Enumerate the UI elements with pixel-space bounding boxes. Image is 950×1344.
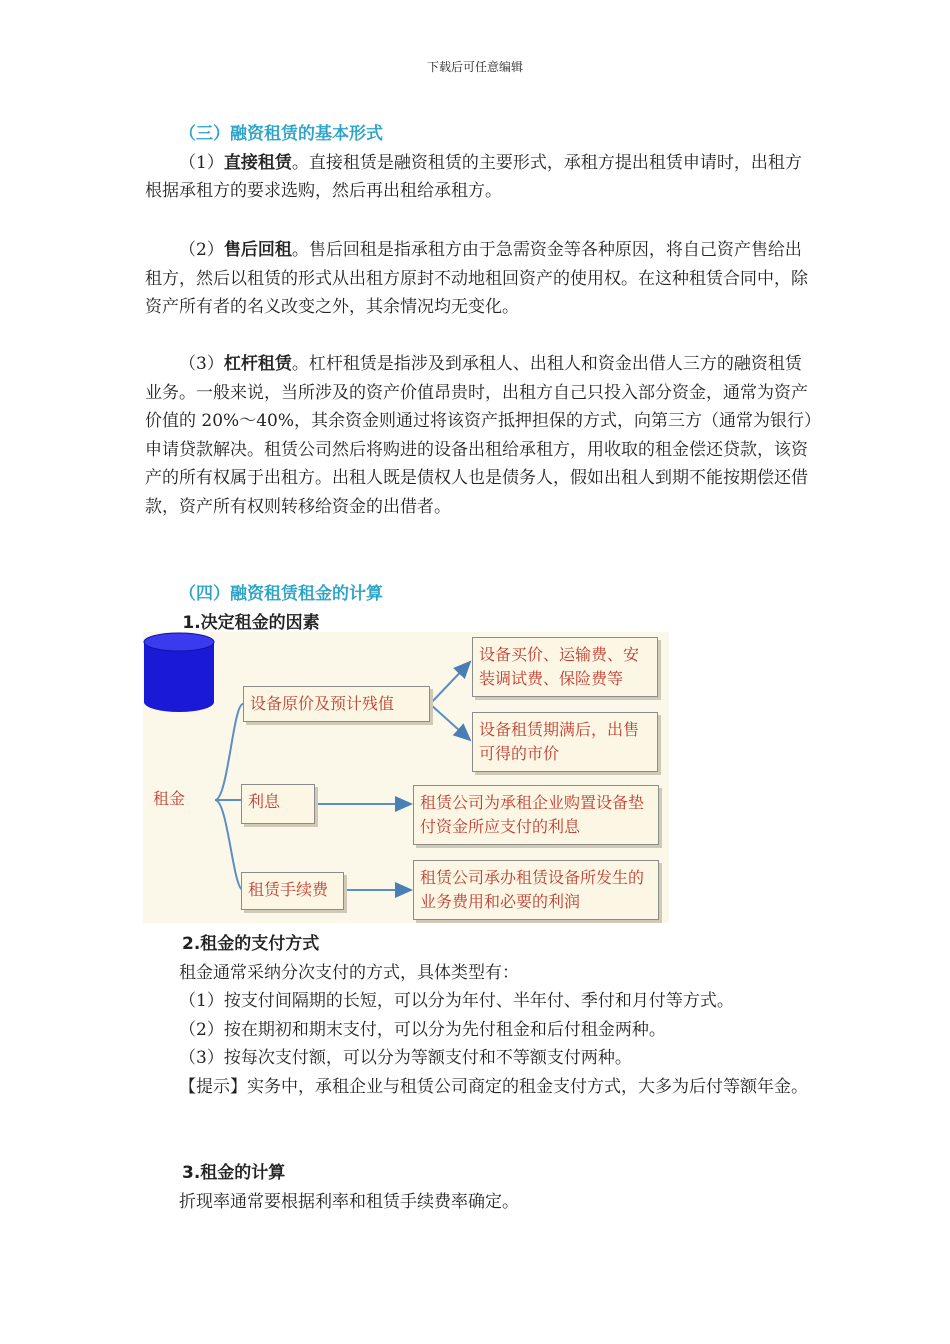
item-term: 售后回租 (223, 240, 292, 260)
factor-box-fee: 租赁手续费 (241, 872, 344, 910)
rent-factors-diagram (143, 632, 669, 923)
page-header: 下载后可任意编辑 (426, 60, 523, 74)
item-direct-lease (145, 149, 815, 206)
item-sale-leaseback (145, 236, 815, 322)
root-label: 租金 (153, 789, 186, 808)
item-text: 。杠杆租赁是指涉及到承租人、出租人和资金出借人三方的融资租赁业务。一般来说，当所涉及的资产价值昂贵时，出租方自己只投入部分资金，通常为资产价值的 20%～40%，其余资金则通过将该资产抵押担保的方式，向第三方（通常为银行）申请贷款解决。租赁公司然后将购进的设备出租给承租方，用收取的租金偿还贷款，该资产的所有权属于出租方。出租人既是债权人也是债务人，假如出租人到期不能按期偿还借款，资产所有权则转移给资金的出借者。 (145, 354, 813, 517)
item-term: 杠杆租赁 (223, 354, 292, 374)
detail-box-interest: 租赁公司为承租企业购置设备垫付资金所应支付的利息 (413, 785, 659, 845)
sub-heading-factors: 1.决定租金的因素 (182, 612, 320, 633)
arrow-to-detail1a (430, 662, 470, 704)
item-term: 直接租赁 (223, 152, 292, 173)
section-3-title: （三）融资租赁的基本形式 (179, 124, 383, 144)
section-3 (145, 120, 815, 206)
payment-item-2: （2）按在期初和期末支付，可以分为先付租金和后付租金两种。 (179, 1019, 666, 1040)
detail-box-purchase-costs: 设备买价、运输费、安装调试费、保险费等 (472, 637, 658, 697)
item-text: 。直接租赁是融资租赁的主要形式，承租方提出租赁申请时，出租方根据承租方的要求选购，然后再出租给承租方。 (145, 152, 802, 201)
item-prefix: （3） (179, 354, 224, 374)
database-cylinder-icon (143, 632, 215, 714)
arrow-to-detail1b (430, 704, 470, 740)
factor-box-original-value: 设备原价及预计残值 (243, 686, 430, 722)
sub-heading-payment: 2.租金的支付方式 (182, 934, 320, 954)
section-calculation (145, 1159, 815, 1216)
connector-root-factor3 (215, 800, 243, 890)
item-prefix: （1） (179, 152, 224, 173)
detail-box-fee: 租赁公司承办租赁设备所发生的业务费用和必要的利润 (413, 860, 659, 920)
connector-root-factor1 (215, 704, 243, 800)
section-payment (145, 930, 815, 1101)
item-text: 。售后回租是指承租方由于急需资金等各种原因，将自己资产售给出租方，然后以租赁的形式从出租方原封不动地租回资产的使用权。在这种租赁合同中，除资产所有者的名义改变之外，其余情况均无变化。 (145, 240, 808, 317)
payment-intro: 租金通常采纳分次支付的方式，具体类型有： (179, 962, 519, 983)
section-4-title: （四）融资租赁租金的计算 (179, 584, 383, 604)
item-prefix: （2） (179, 240, 224, 260)
tip-paragraph (145, 1073, 815, 1102)
item-leveraged-lease (145, 350, 815, 521)
tip-label: 【提示】 (179, 1076, 247, 1097)
section-4 (145, 580, 815, 637)
detail-box-residual-price: 设备租赁期满后，出售可得的市价 (472, 712, 658, 772)
factor-box-interest: 利息 (241, 784, 315, 824)
payment-item-1: （1）按支付间隔期的长短，可以分为年付、半年付、季付和月付等方式。 (179, 991, 734, 1011)
tip-text: 实务中，承租企业与租赁公司商定的租金支付方式，大多为后付等额年金。 (247, 1076, 808, 1097)
sub-heading-calculation: 3.租金的计算 (182, 1163, 286, 1183)
payment-item-3: （3）按每次支付额，可以分为等额支付和不等额支付两种。 (179, 1048, 632, 1068)
calculation-text: 折现率通常要根据利率和租赁手续费率确定。 (179, 1191, 519, 1212)
